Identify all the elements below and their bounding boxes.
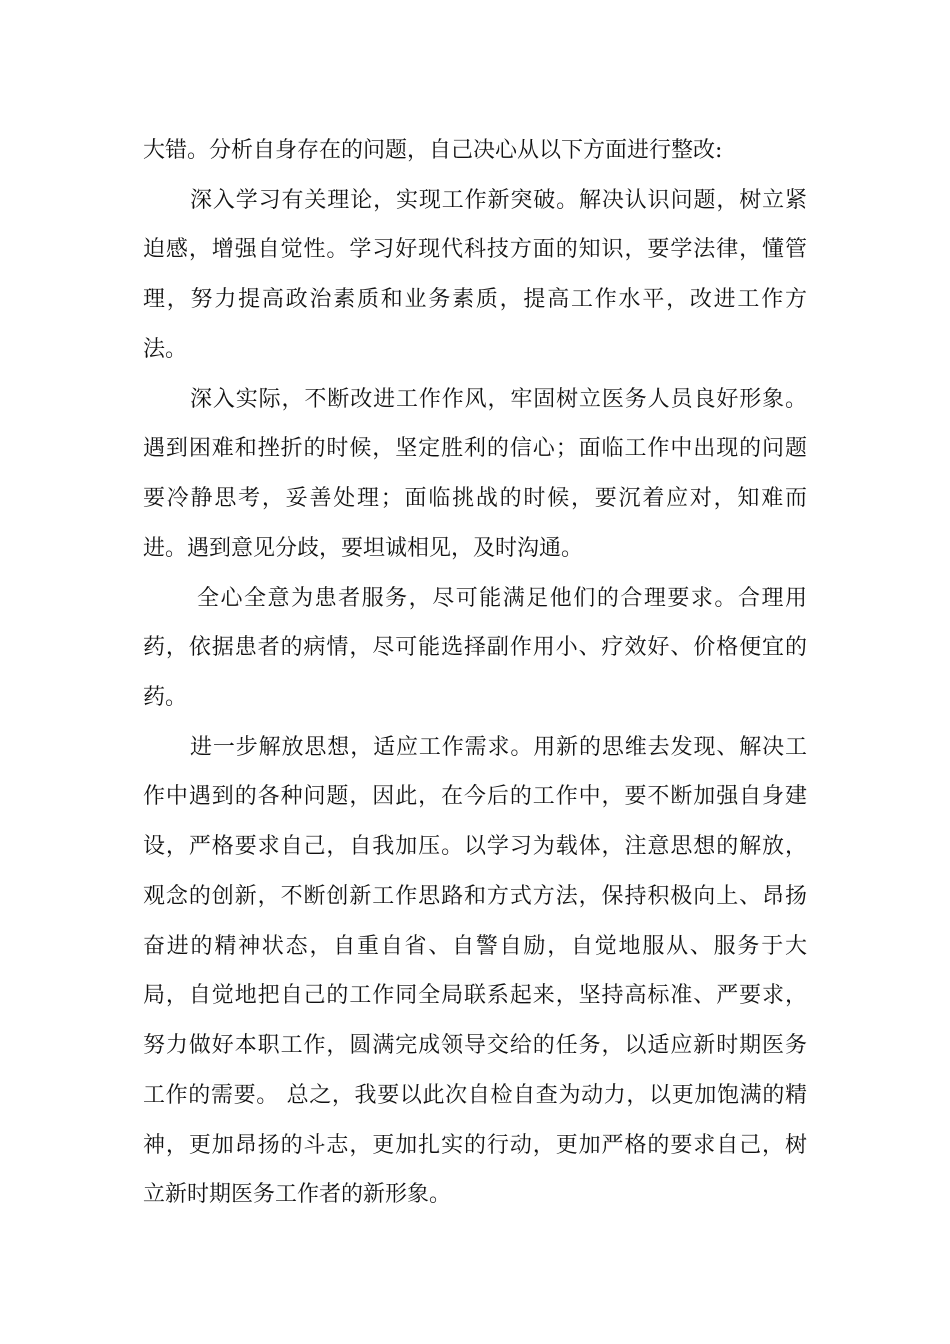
text-line: 进一步解放思想，适应工作需求。用新的思维去发现、解决工 [190, 735, 807, 760]
text-line: 深入实际，不断改进工作作风，牢固树立医务人员良好形象。 [190, 387, 807, 412]
text-line: 深入学习有关理论，实现工作新突破。解决认识问题，树立紧 [190, 188, 807, 213]
text-line: 进。遇到意见分歧，要坦诚相见，及时沟通。 [143, 536, 584, 561]
text-line: 设，严格要求自己，自我加压。以学习为载体，注意思想的解放， [143, 834, 807, 859]
text-line: 迫感，增强自觉性。学习好现代科技方面的知识，要学法律，懂管 [143, 237, 807, 262]
text-line: 奋进的精神状态，自重自省、自警自励，自觉地服从、服务于大 [143, 934, 807, 959]
text-line: 工作的需要。 总之，我要以此次自检自查为动力，以更加饱满的精 [143, 1083, 807, 1108]
text-line: 大错。分析自身存在的问题，自己决心从以下方面进行整改: [143, 138, 723, 163]
text-line: 观念的创新，不断创新工作思路和方式方法，保持积极向上、昂扬 [143, 884, 807, 909]
text-line: 全心全意为患者服务，尽可能满足他们的合理要求。合理用 [197, 586, 807, 611]
text-line: 立新时期医务工作者的新形象。 [143, 1182, 452, 1207]
text-line: 努力做好本职工作，圆满完成领导交给的任务，以适应新时期医务 [143, 1033, 807, 1058]
text-line: 遇到困难和挫折的时候，坚定胜利的信心；面临工作中出现的问题 [143, 436, 807, 461]
text-line: 作中遇到的各种问题，因此，在今后的工作中，要不断加强自身建 [143, 784, 807, 809]
text-line: 神，更加昂扬的斗志，更加扎实的行动，更加严格的要求自己，树 [143, 1133, 807, 1158]
text-line: 药。 [143, 685, 188, 710]
text-line: 理，努力提高政治素质和业务素质，提高工作水平，改进工作方 [143, 287, 807, 312]
text-line: 局，自觉地把自己的工作同全局联系起来，坚持高标准、严要求， [143, 983, 807, 1008]
text-line: 法。 [143, 337, 188, 362]
text-line: 药，依据患者的病情，尽可能选择副作用小、疗效好、价格便宜的 [143, 635, 807, 660]
text-line: 要冷静思考，妥善处理；面临挑战的时候，要沉着应对，知难而 [143, 486, 807, 511]
